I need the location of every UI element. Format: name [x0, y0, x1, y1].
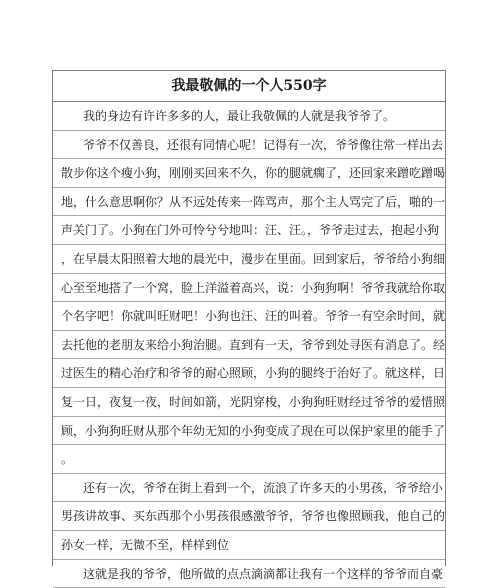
text-line-12: 顾，小狗狗旺财从那个年幼无知的小狗变成了现在可以保护家里的能手了 [53, 417, 445, 446]
text-line-11: 复一日，夜复一夜，时间如箭，光阴穿梭，小狗狗旺财经过爷爷的爱惜照 [53, 388, 445, 417]
text-line-16: 孙女一样，无微不至，样样到位 [53, 531, 445, 560]
text-line-4: 地，什么意思啊你？从不远处传来一阵骂声，那个主人骂完了后，啪的一 [53, 188, 445, 217]
text-line-8: 个名字吧！你就叫旺财吧！小狗也汪、汪的叫着。爷爷一有空余时间，就 [53, 302, 445, 331]
text-line-10: 过医生的精心治疗和爷爷的耐心照顾，小狗的腿终于治好了。就这样，日 [53, 359, 445, 388]
essay-title: 我最敬佩的一个人550字 [53, 71, 445, 102]
text-line-2: 爷爷不仅善良，还很有同情心呢！记得有一次，爷爷像往常一样出去 [53, 131, 445, 160]
text-line-13: 。 [53, 445, 445, 474]
text-line-3: 散步你这个瘦小狗，刚刚买回来不久，你的腿就瘸了，还回家来蹭吃蹭喝 [53, 159, 445, 188]
essay-sheet [52, 70, 446, 566]
text-line-15: 男孩讲故事、买东西那个小男孩很感激爷爷，爷爷也像照顾我，他自己的 [53, 502, 445, 531]
text-line-14: 还有一次，爷爷在街上看到一个，流浪了许多天的小男孩，爷爷给小 [53, 474, 445, 503]
text-line-7: 心至至地搭了一个窝，脸上洋溢着高兴，说：小狗狗啊！爷爷我就给你取 [53, 274, 445, 303]
text-line-1: 我的身边有许许多多的人，最让我敬佩的人就是我爷爷了。 [53, 102, 445, 131]
text-line-5: 声关门了。小狗在门外可怜兮兮地叫：汪、汪。，爷爷走过去，抱起小狗 [53, 216, 445, 245]
text-line-6: ，在早晨太阳照着大地的晨光中，漫步在里面。回到家后，爷爷给小狗细 [53, 245, 445, 274]
text-line-17: 这就是我的爷爷，他所做的点点滴滴都让我有一个这样的爷爷而自豪 [53, 560, 445, 588]
text-line-9: 去托他的老朋友来给小狗治腿。直到有一天，爷爷到处寻医有消息了。经 [53, 331, 445, 360]
